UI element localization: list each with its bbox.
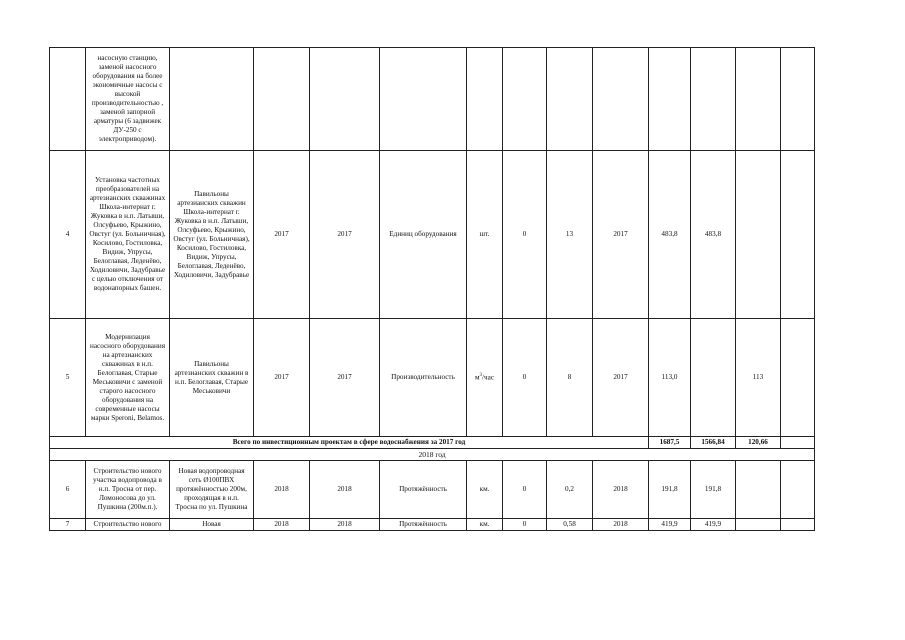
table-row	[50, 151, 815, 319]
end-year-cell: 2018	[310, 519, 380, 531]
cost-b-cell	[736, 151, 781, 319]
indicator-cell: Протяжённость	[380, 461, 467, 519]
location-cell: Павильоны артезианских скважин Школа-интернат г. Жуковка в н.п. Латыши, Олсуфьево, Крыжино, Овстуг (ул. Больничная), Косилово, Гостиловка, Видиж, Упрусы, Белоглавая, Леденёво, Ходиловичи, Задубравье	[170, 151, 254, 319]
end-year-cell: 2017	[310, 319, 380, 437]
cost-a-cell: 191,8	[691, 461, 736, 519]
indicator-cell: Протяжённость	[380, 519, 467, 531]
table-row	[50, 319, 815, 437]
table-row	[50, 48, 815, 151]
extra-cell	[781, 151, 815, 319]
year-header-row	[50, 449, 815, 461]
location-cell: Павильоны артезианских скважин в н.п. Белоглавая, Старые Меськовичи	[170, 319, 254, 437]
indicator-cell: Производительность	[380, 319, 467, 437]
year-cell: 2017	[593, 151, 649, 319]
value-before-cell: 0	[503, 461, 547, 519]
description-cell: Модернизация насосного оборудования на артезианских скважинах в н.п. Белоглавая, Старые Меськовичи с заменой старого насосного оборудования на современные насосы марки Speroni, Belamos.	[86, 319, 170, 437]
cost-b-cell	[736, 461, 781, 519]
row-number-cell: 5	[50, 319, 86, 437]
start-year-cell: 2017	[254, 151, 310, 319]
location-cell: Новая	[170, 519, 254, 531]
value-before-cell: 0	[503, 319, 547, 437]
table-row	[50, 519, 815, 531]
description-cell: насосную станцию, заменой насосного оборудования на более экономичные насосы с высокой производительностью , заменой запорной арматуры (6 задвижек ДУ-250 с электроприводом).	[86, 48, 170, 151]
cost-total-cell: 191,8	[649, 461, 691, 519]
row-number-cell	[50, 48, 86, 151]
row-number-cell: 6	[50, 461, 86, 519]
start-year-cell: 2017	[254, 319, 310, 437]
cost-b-cell: 113	[736, 319, 781, 437]
unit-cell: км.	[467, 519, 503, 531]
value-before-cell: 0	[503, 519, 547, 531]
cost-total-cell: 483,8	[649, 151, 691, 319]
total-row	[50, 437, 815, 449]
extra-cell	[781, 319, 815, 437]
unit-cell: $м^3$/час	[467, 319, 503, 437]
row-number-cell: 7	[50, 519, 86, 531]
value-before-cell: 0	[503, 151, 547, 319]
unit-cell: км.	[467, 461, 503, 519]
total-cost-total: 1687,5	[649, 437, 691, 449]
year-cell: 2017	[593, 319, 649, 437]
cost-b-cell	[736, 519, 781, 531]
row-number-cell: 4	[50, 151, 86, 319]
description-cell: Установка частотных преобразователей на артезианских скважинах Школа-интернат г. Жуковка в н.п. Латыши, Олсуфьево, Крыжино, Овстуг (ул. Больничная), Косилово, Гостиловка, Видиж, Упрусы, Белоглавая, Леденёво, Ходиловичи, Задубравье с целью отключения от водонапорных башен.	[86, 151, 170, 319]
start-year-cell: 2018	[254, 461, 310, 519]
year-cell: 2018	[593, 519, 649, 531]
total-cost-a: 1566,84	[691, 437, 736, 449]
year-cell: 2018	[593, 461, 649, 519]
cost-total-cell: 419,9	[649, 519, 691, 531]
cost-total-cell: 113,0	[649, 319, 691, 437]
indicator-cell: Единиц оборудования	[380, 151, 467, 319]
total-cost-b: 120,66	[736, 437, 781, 449]
location-cell: Новая водопроводная сеть Ø100ПВХ протяжённостью 200м, проходящая в н.п. Тросна по ул. Пушкина	[170, 461, 254, 519]
total-label: Всего по инвестиционным проектам в сфере водоснабжения за 2017 год	[50, 437, 649, 449]
cost-a-cell: 483,8	[691, 151, 736, 319]
end-year-cell: 2017	[310, 151, 380, 319]
value-after-cell: 13	[547, 151, 593, 319]
end-year-cell: 2018	[310, 461, 380, 519]
value-after-cell: 0,2	[547, 461, 593, 519]
investment-table	[49, 47, 815, 531]
location-cell	[170, 48, 254, 151]
cost-a-cell: 419,9	[691, 519, 736, 531]
table-row	[50, 461, 815, 519]
value-after-cell: 8	[547, 319, 593, 437]
unit-cell: шт.	[467, 151, 503, 319]
description-cell: Строительство нового участка водопровода в н.п. Тросна от пер. Ломоносова до ул. Пушкина (200м.п.).	[86, 461, 170, 519]
value-after-cell: 0,58	[547, 519, 593, 531]
year-header: 2018 год	[50, 449, 815, 461]
start-year-cell: 2018	[254, 519, 310, 531]
description-cell: Строительство нового	[86, 519, 170, 531]
cost-a-cell	[691, 319, 736, 437]
